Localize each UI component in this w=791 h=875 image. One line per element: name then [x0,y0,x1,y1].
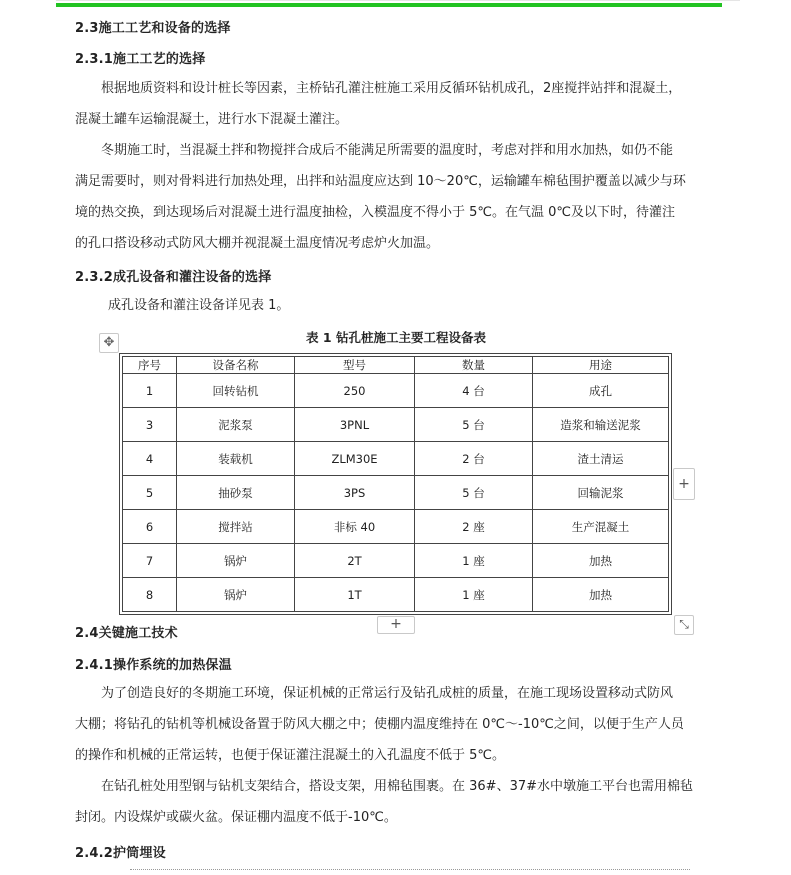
add-column-button[interactable] [673,468,695,500]
table-cell[interactable]: 4 [123,442,177,476]
header-cell[interactable]: 数量 [415,357,533,374]
table-cell[interactable]: 非标 40 [295,510,415,544]
table-cell[interactable]: 2 座 [415,510,533,544]
table-cell[interactable]: 回转钻机 [177,374,295,408]
text-line: 封闭。内设煤炉或碳火盆。保证棚内温度不低于-10℃。 [75,810,397,825]
table-cell[interactable]: 生产混凝土 [533,510,669,544]
table-caption: 表 1 钻孔桩施工主要工程设备表 [306,330,486,345]
heading-2-3-1: 2.3.1施工工艺的选择 [75,52,206,67]
text-line: 在钻孔桩处用型钢与钻机支架结合，搭设支架，用棉毡围裹。在 36#、37#水中墩施工平台也需用棉毡 [101,779,694,794]
paragraph-heating-insulation [75,678,717,771]
table-cell[interactable]: 8 [123,578,177,612]
paragraph-process-selection [75,73,717,135]
paragraph-table-reference [108,290,750,321]
table-cell[interactable]: 渣土清运 [533,442,669,476]
table-cell[interactable]: ZLM30E [295,442,415,476]
text-line: 混凝土罐车运输混凝土，进行水下混凝土灌注。 [75,112,349,127]
heading-2-4: 2.4关键施工技术 [75,626,178,641]
table-cell[interactable]: 1 座 [415,578,533,612]
table-cell[interactable]: 4 台 [415,374,533,408]
table-row [123,442,669,476]
table-row [123,374,669,408]
text-line: 满足需要时，则对骨料进行加热处理，出拌和站温度应达到 10～20℃，运输罐车棉毡围护覆盖以减少与环 [75,174,686,189]
table-cell[interactable]: 加热 [533,578,669,612]
table-cell[interactable]: 7 [123,544,177,578]
table-row [123,408,669,442]
table-cell[interactable]: 造浆和输送泥浆 [533,408,669,442]
table-cell[interactable]: 搅拌站 [177,510,295,544]
text-line: 成孔设备和灌注设备详见表 1。 [108,298,290,313]
table-cell[interactable]: 锅炉 [177,544,295,578]
heading-2-4-1: 2.4.1操作系统的加热保温 [75,658,232,673]
table-header-row [123,357,669,374]
text-line: 根据地质资料和设计桩长等因素，主桥钻孔灌注桩施工采用反循环钻机成孔，2座搅拌站拌和混凝土， [101,81,682,96]
next-line-fragment [130,869,690,875]
header-cell[interactable]: 设备名称 [177,357,295,374]
table-cell[interactable]: 泥浆泵 [177,408,295,442]
table-cell[interactable]: 锅炉 [177,578,295,612]
table-cell[interactable]: 6 [123,510,177,544]
header-cell[interactable]: 序号 [123,357,177,374]
header-cell[interactable]: 型号 [295,357,415,374]
table-cell[interactable]: 抽砂泵 [177,476,295,510]
text-line: 的孔口搭设移动式防风大棚并视混凝土温度情况考虑炉火加温。 [75,236,440,251]
table-row [123,476,669,510]
table-cell[interactable]: 2T [295,544,415,578]
heading-2-3: 2.3施工工艺和设备的选择 [75,21,231,36]
heading-2-3-2: 2.3.2成孔设备和灌注设备的选择 [75,270,272,285]
header-cell[interactable]: 用途 [533,357,669,374]
table-cell[interactable]: 成孔 [533,374,669,408]
paragraph-support-frame [75,771,717,833]
table-row [123,510,669,544]
text-line: 的操作和机械的正常运转，也便于保证灌注混凝土的入孔温度不低于 5℃。 [75,748,506,763]
table-cell[interactable]: 1T [295,578,415,612]
text-line: 为了创造良好的冬期施工环境，保证机械的正常运行及钻孔成桩的质量，在施工现场设置移动式防风 [101,686,674,701]
resize-diagonal-icon[interactable]: ⤡ [674,615,694,635]
paragraph-winter-construction [75,135,717,259]
equipment-table[interactable] [119,353,672,615]
table-cell[interactable]: 3PNL [295,408,415,442]
table-cell[interactable]: 加热 [533,544,669,578]
table-cell[interactable]: 1 [123,374,177,408]
plus-icon: + [390,616,402,632]
table-cell[interactable]: 5 [123,476,177,510]
table-cell[interactable]: 回输泥浆 [533,476,669,510]
table-cell[interactable]: 装载机 [177,442,295,476]
add-row-button[interactable] [377,616,415,634]
heading-2-4-2: 2.4.2护筒埋设 [75,846,166,861]
table-cell[interactable]: 250 [295,374,415,408]
text-line: 境的热交换，到达现场后对混凝土进行温度抽检，入模温度不得小于 5℃。在气温 0℃及以下时，待灌注 [75,205,676,220]
table-row [123,578,669,612]
page-top-divider [56,0,740,1]
table-cell[interactable]: 2 台 [415,442,533,476]
move-icon[interactable]: ✥ [99,333,119,353]
table-cell[interactable]: 5 台 [415,408,533,442]
table-cell[interactable]: 1 座 [415,544,533,578]
table-cell[interactable]: 5 台 [415,476,533,510]
text-line: 冬期施工时，当混凝土拌和物搅拌合成后不能满足所需要的温度时，考虑对拌和用水加热，如仍不能 [101,143,674,158]
plus-icon: + [678,476,690,492]
table-cell[interactable]: 3PS [295,476,415,510]
page-accent-bar [56,3,722,7]
table-row [123,544,669,578]
table-cell[interactable]: 3 [123,408,177,442]
text-line: 大棚；将钻孔的钻机等机械设备置于防风大棚之中；使棚内温度维持在 0℃～-10℃之间，以便于生产人员 [75,717,684,732]
